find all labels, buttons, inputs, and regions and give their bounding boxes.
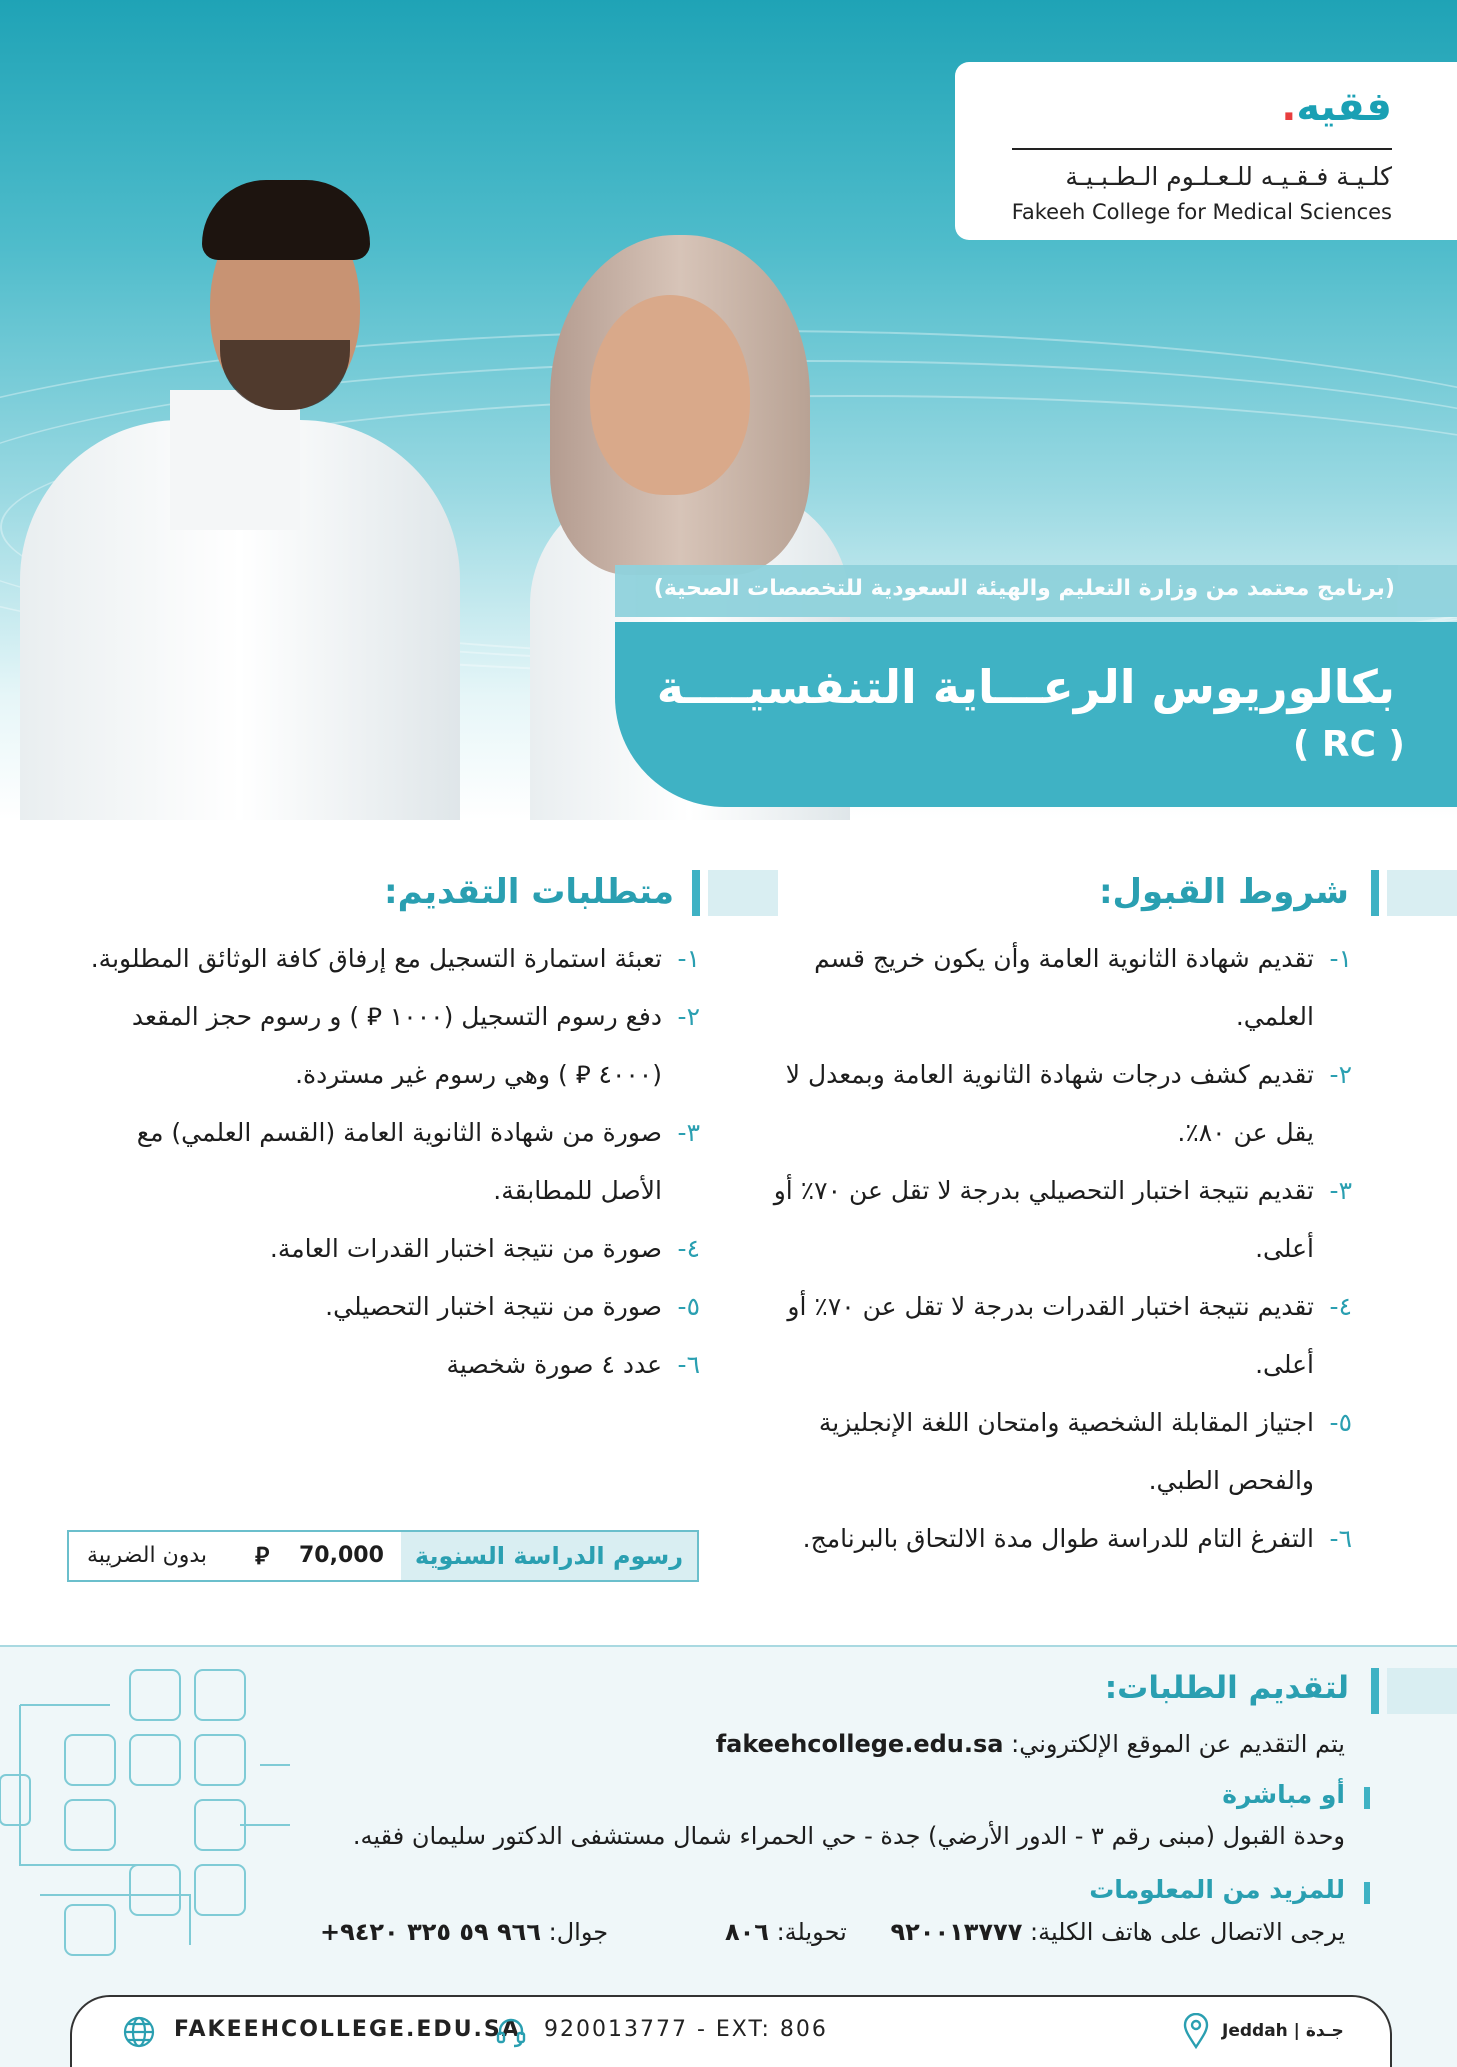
location-pin-icon (1182, 2013, 1210, 2049)
program-code: ( RC ) (1292, 724, 1405, 765)
mobile-label: جوال: (548, 1918, 609, 1946)
headset-icon (494, 2015, 528, 2049)
requirements-item (70, 988, 700, 1104)
fees-amount: 70,000 (299, 1543, 384, 1568)
item-text: عدد ٤ صورة شخصية (446, 1350, 662, 1379)
item-text: الأصل للمطابقة. (493, 1176, 662, 1205)
item-text: تعبئة استمارة التسجيل مع إرفاق كافة الوثائق المطلوبة. (90, 944, 662, 973)
program-title-panel (615, 622, 1457, 807)
item-number: ٢- (1329, 1060, 1352, 1089)
logo-arabic-name: فقيه. (1281, 84, 1392, 130)
logo-english-name: Fakeeh College for Medical Sciences (1011, 200, 1392, 224)
item-text: يقل عن ٨٠٪. (1177, 1118, 1314, 1147)
item-text: العلمي. (1235, 1002, 1314, 1031)
online-apply-line (716, 1730, 1345, 1758)
admission-header (1070, 870, 1457, 916)
item-text: والفحص الطبي. (1148, 1466, 1314, 1495)
item-number: ١- (677, 944, 700, 973)
admission-item (760, 1510, 1352, 1568)
apply-header (1050, 1668, 1457, 1714)
admission-heading: شروط القبول: (1098, 872, 1349, 912)
college-logo (955, 62, 1457, 240)
admission-address: وحدة القبول (مبنى رقم ٣ - الدور الأرضي) جدة - حي الحمراء شمال مستشفى الدكتور سليمان فقيه. (352, 1822, 1345, 1850)
info-heading: للمزيد من المعلومات (1089, 1875, 1345, 1904)
riyal-symbol: ⃁ (255, 1542, 270, 1570)
accreditation-bar (615, 565, 1457, 617)
requirements-list (70, 930, 700, 1394)
fees-label: رسوم الدراسة السنوية (401, 1532, 697, 1580)
program-title: بكالوريوس الرعـــاية التنفسيــــة (656, 660, 1395, 714)
item-number: ٥- (1329, 1408, 1352, 1437)
footer-location: Jeddah | جـدة (1222, 2021, 1344, 2041)
admission-item (760, 1162, 1352, 1278)
male-student-image (20, 140, 460, 820)
requirements-item (70, 1220, 700, 1278)
website-link[interactable]: fakeehcollege.edu.sa (715, 1730, 1004, 1758)
item-text: صورة من نتيجة اختبار التحصيلي. (325, 1292, 662, 1321)
admission-item (760, 1278, 1352, 1394)
item-text: تقديم كشف درجات شهادة الثانوية العامة وبمعدل لا (785, 1060, 1314, 1089)
item-number: ٣- (1329, 1176, 1352, 1205)
item-number: ٦- (677, 1350, 700, 1379)
fees-tax-note: بدون الضريبة (87, 1543, 208, 1568)
item-text: التفرغ التام للدراسة طوال مدة الالتحاق بالبرنامج. (802, 1524, 1314, 1553)
ext-label: تحويلة: (776, 1918, 847, 1946)
college-phone[interactable]: ٩٢٠٠١٣٧٧٧ (890, 1918, 1023, 1946)
mobile-number[interactable]: +٩٦٦ ٥٩ ٣٢٥ ٩٤٢٠ (320, 1918, 541, 1946)
logo-arabic-subtitle: كلـيـة فـقـيـه للـعـلـوم الـطـبـيـة (1065, 162, 1392, 191)
mobile-line (320, 1918, 608, 1946)
item-number: ٦- (1329, 1524, 1352, 1553)
requirements-item (70, 930, 700, 988)
item-number: ٢- (677, 1002, 700, 1031)
footer-website[interactable]: FAKEEHCOLLEGE.EDU.SA (174, 2017, 521, 2042)
item-text: صورة من نتيجة اختبار القدرات العامة. (269, 1234, 662, 1263)
admission-item (760, 1046, 1352, 1162)
item-text: تقديم نتيجة اختبار التحصيلي بدرجة لا تقل عن ٧٠٪ أو أعلى. (773, 1176, 1314, 1263)
ext-number: ٨٠٦ (725, 1918, 769, 1946)
apply-heading: لتقديم الطلبات: (1104, 1670, 1349, 1706)
circuit-decoration (0, 1665, 290, 1965)
item-number: ١- (1329, 944, 1352, 973)
item-number: ٤- (1329, 1292, 1352, 1321)
requirements-heading: متطلبات التقديم: (383, 872, 674, 912)
item-number: ٤- (677, 1234, 700, 1263)
direct-apply-heading: أو مباشرة (1222, 1780, 1345, 1809)
item-text: (٤٠٠٠ ⃁ ) وهي رسوم غير مستردة. (295, 1060, 662, 1089)
item-text: اجتياز المقابلة الشخصية وامتحان اللغة الإنجليزية (818, 1408, 1314, 1437)
requirements-item (70, 1336, 700, 1394)
accreditation-text: (برنامج معتمد من وزارة التعليم والهيئة السعودية للتخصصات الصحية) (653, 576, 1395, 601)
footer-bar (70, 1995, 1392, 2067)
globe-icon (122, 2015, 156, 2049)
logo-divider (1012, 148, 1392, 150)
item-text: تقديم شهادة الثانوية العامة وأن يكون خريج قسم (814, 944, 1314, 973)
phone-line (891, 1918, 1346, 1946)
annual-fees-box (67, 1530, 699, 1582)
requirements-item (70, 1278, 700, 1336)
requirements-item (70, 1104, 700, 1220)
item-text: صورة من شهادة الثانوية العامة (القسم العلمي) مع (136, 1118, 662, 1147)
item-text: تقديم نتيجة اختبار القدرات بدرجة لا تقل عن ٧٠٪ أو أعلى. (787, 1292, 1314, 1379)
admission-item (760, 930, 1352, 1046)
item-number: ٣- (677, 1118, 700, 1147)
admission-list (760, 930, 1352, 1568)
admission-item (760, 1394, 1352, 1510)
extension-line (725, 1918, 847, 1946)
requirements-header (370, 870, 778, 916)
footer-phone[interactable]: 920013777 - EXT: 806 (544, 2017, 828, 2042)
phone-prefix: يرجى الاتصال على هاتف الكلية: (1029, 1918, 1345, 1946)
online-apply-prefix: يتم التقديم عن الموقع الإلكتروني: (1011, 1730, 1345, 1758)
item-text: دفع رسوم التسجيل (١٠٠٠ ⃁ ) و رسوم حجز المقعد (131, 1002, 662, 1031)
item-number: ٥- (677, 1292, 700, 1321)
